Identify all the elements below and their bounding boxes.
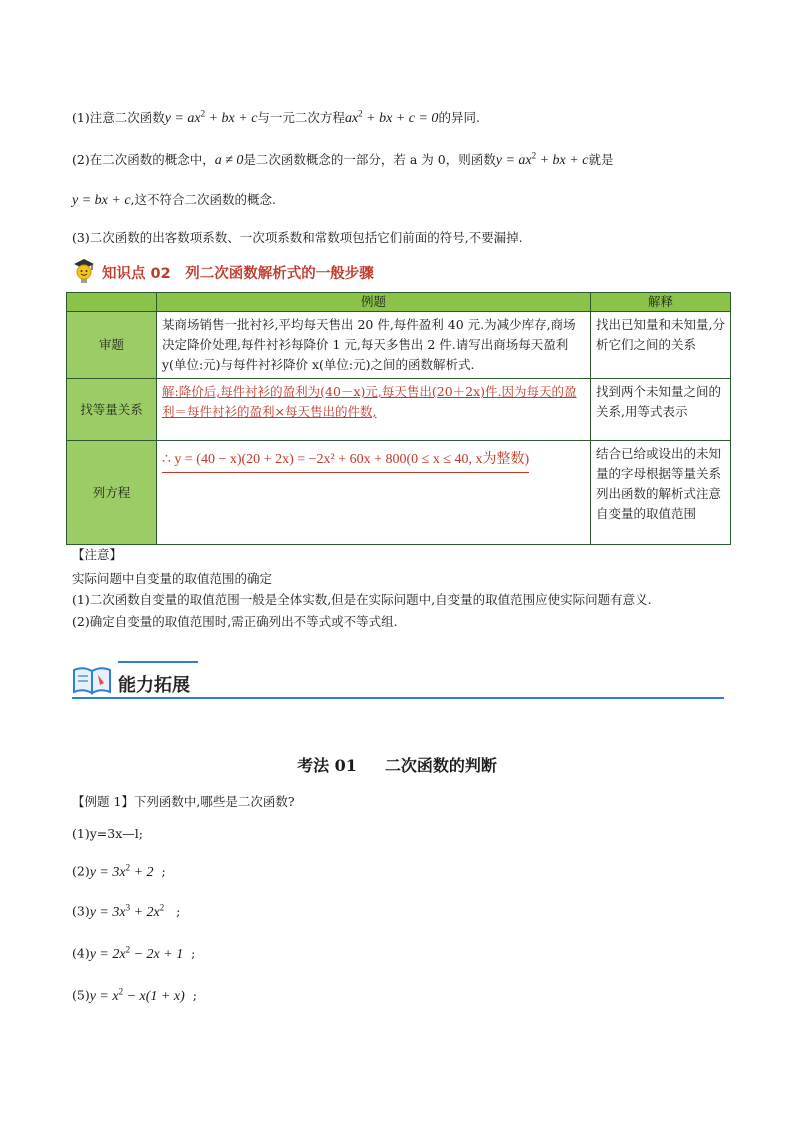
row-content: 解:降价后,每件衬衫的盈利为(40－x)元,每天售出(20＋2x)件.因为每天的盈利＝每件衬衫的盈利×每天售出的件数, xyxy=(157,379,591,441)
method-heading: 考法 01 二次函数的判断 xyxy=(297,756,497,775)
banner-rule xyxy=(72,697,724,699)
quadratic-equation: $ax^2$ + bx + c = 0 xyxy=(344,108,439,126)
steps-table xyxy=(66,292,731,545)
row-label: 列方程 xyxy=(67,441,157,545)
knowledge-point-title: 知识点 02 列二次函数解析式的一般步骤 xyxy=(102,265,374,282)
lightbulb-scholar-icon xyxy=(70,257,98,288)
example-title: 【例题 1】下列函数中,哪些是二次函数? xyxy=(72,794,295,809)
intro-line-2: (2)在二次函数的概念中，a ≠ 0是二次函数概念的一部分，若 a 为 0，则函数$y = ax^2$ + bx + c就是 xyxy=(72,150,614,168)
table-header-explain: 解释 xyxy=(591,293,731,312)
note-line-3: (2)确定自变量的取值范围时,需正确列出不等式或不等式组. xyxy=(72,614,398,629)
table-header-row xyxy=(67,293,731,312)
banner-top-rule xyxy=(118,661,198,663)
note-title: 【注意】 xyxy=(72,547,123,562)
row-label: 审题 xyxy=(67,312,157,379)
table-row xyxy=(67,441,731,545)
table-row xyxy=(67,312,731,379)
table-row xyxy=(67,379,731,441)
example-item-5: $(5)y = x^2 - x(1 + x)$ ; xyxy=(72,986,197,1004)
example-item-3: $(3)y = 3x^3 + 2x^2$ ; xyxy=(72,902,181,920)
open-book-icon xyxy=(72,664,112,699)
intro-line-1: (1)注意二次函数$y = ax^2$ + bx + c与一元二次方程$ax^2$ + bx + c = 0的异同. xyxy=(72,108,480,126)
row-content: 某商场销售一批衬衫,平均每天售出 20 件,每件盈利 40 元.为减少库存,商场决定降价处理,每件衬衫每降价 1 元,每天多售出 2 件.请写出商场每天盈利 y(单位:元)与每件衬衫降价 x(单位:元)之间的函数解析式. xyxy=(157,312,591,379)
row-explain: 找出已知量和未知量,分析它们之间的关系 xyxy=(591,312,731,379)
row-explain: 结合已给或设出的未知量的字母根据等量关系列出函数的解析式注意自变量的取值范围 xyxy=(591,441,731,545)
example-item-1: (1)y=3x—l; xyxy=(72,826,143,841)
banner-title: 能力拓展 xyxy=(118,675,190,696)
example-item-4: $(4)y = 2x^2 - 2x + 1$ ; xyxy=(72,944,196,962)
intro-line-4: (3)二次函数的出客数项系数、一次项系数和常数项包括它们前面的符号,不要漏掉. xyxy=(72,230,523,245)
intro-line-3: y = bx + c,这不符合二次函数的概念. xyxy=(72,192,276,208)
note-line-1: 实际问题中自变量的取值范围的确定 xyxy=(72,571,273,586)
table-header-example: 例题 xyxy=(157,293,591,312)
table-header-empty xyxy=(67,293,157,312)
knowledge-point-heading xyxy=(70,258,374,286)
row-content: ∴ y = (40 − x)(20 + 2x) = −2x² + 60x + 800(0 ≤ x ≤ 40, x为整数) xyxy=(157,441,591,545)
quadratic-expression: $y = ax^2$ + bx + c xyxy=(164,108,258,126)
example-item-2: $(2)y = 3x^2 + 2$ ; xyxy=(72,862,166,880)
quadratic-expression: $y = ax^2$ + bx + c xyxy=(495,150,589,168)
row-explain: 找到两个未知量之间的关系,用等式表示 xyxy=(591,379,731,441)
note-line-2: (1)二次函数自变量的取值范围一般是全体实数,但是在实际问题中,自变量的取值范围应使实际问题有意义. xyxy=(72,592,652,607)
row-label: 找等量关系 xyxy=(67,379,157,441)
